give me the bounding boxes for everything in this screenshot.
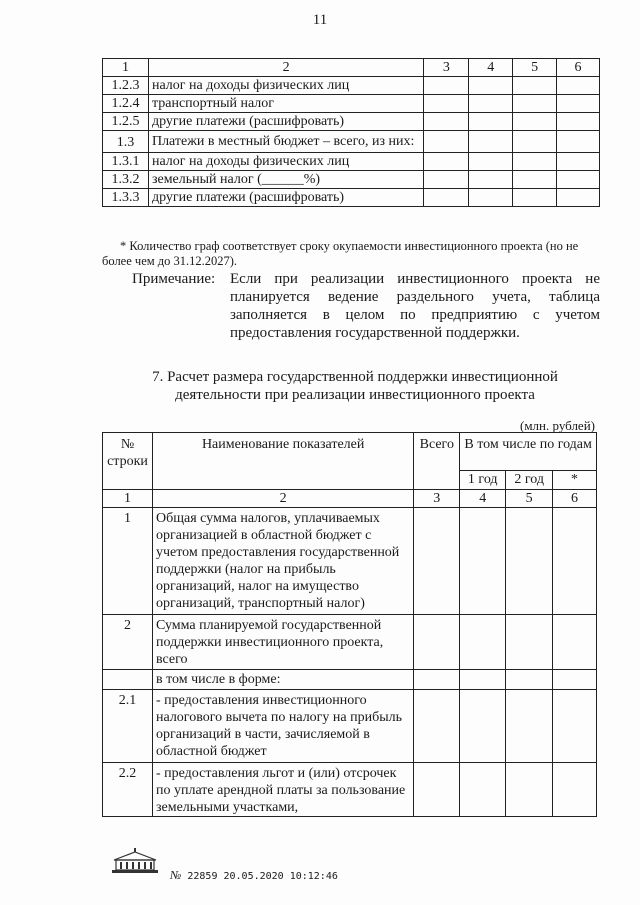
row-name: в том числе в форме: bbox=[152, 670, 413, 690]
row-name: Сумма планируемой государственной поддержки инвестиционного проекта, всего bbox=[152, 615, 413, 670]
note-text: Если при реализации инвестиционного проекта не планируется ведение раздельного учета, таблица заполняется в целом по предприятию с учетом предоставления государственной поддержки. bbox=[230, 271, 600, 341]
row-name: Общая сумма налогов, уплачиваемых организацией в областной бюджет с учетом предоставления государственной поддержки (налог на прибыль организаций, налог на имущество организаций, транспортный налог) bbox=[152, 508, 413, 615]
table-header-row bbox=[103, 59, 600, 77]
row-code: 1.2.5 bbox=[103, 113, 149, 131]
column-number: 2 bbox=[148, 59, 423, 77]
row-name: Платежи в местный бюджет – всего, из них: bbox=[148, 131, 423, 153]
row-code: 1.2.4 bbox=[103, 95, 149, 113]
stamp-text: 22859 20.05.2020 10:12:46 bbox=[187, 871, 338, 882]
table-row bbox=[103, 113, 600, 131]
column-number: 5 bbox=[506, 490, 553, 508]
column-number: 3 bbox=[424, 59, 469, 77]
row-name: другие платежи (расшифровать) bbox=[148, 113, 423, 131]
row-name: налог на доходы физических лиц bbox=[148, 153, 423, 171]
column-numbers-row bbox=[103, 490, 597, 508]
row-code: 1.2.3 bbox=[103, 77, 149, 95]
indicator-header: Наименование показателей bbox=[152, 433, 413, 490]
footnote: * Количество граф соответствует сроку окупаемости инвестиционного проекта (но не более чем до 31.12.2027). bbox=[102, 239, 579, 268]
row-code: 2 bbox=[103, 615, 153, 670]
row-code: 2.2 bbox=[103, 763, 153, 817]
tax-payments-table bbox=[102, 58, 600, 207]
row-name: налог на доходы физических лиц bbox=[148, 77, 423, 95]
row-number-header: № строки bbox=[103, 433, 153, 490]
page-number: 11 bbox=[312, 12, 328, 28]
table-row bbox=[103, 615, 597, 670]
section-title: 7. Расчет размера государственной поддержки инвестиционной деятельности при реализации инвестиционного проекта bbox=[152, 369, 558, 403]
table-header-row bbox=[103, 433, 597, 471]
row-code: 1.3 bbox=[103, 131, 149, 153]
registration-stamp bbox=[170, 868, 338, 883]
row-name: - предоставления льгот и (или) отсрочек по уплате арендной платы за пользование земельными участками, bbox=[152, 763, 413, 817]
row-code: 2.1 bbox=[103, 690, 153, 763]
row-name: другие платежи (расшифровать) bbox=[148, 189, 423, 207]
column-number: 1 bbox=[103, 59, 149, 77]
row-name: - предоставления инвестиционного налогового вычета по налогу на прибыль организаций в части, зачисляемой в областной бюджет bbox=[152, 690, 413, 763]
column-number: 6 bbox=[553, 490, 597, 508]
note-label: Примечание: bbox=[132, 271, 216, 287]
row-name: земельный налог (______%) bbox=[148, 171, 423, 189]
row-name: транспортный налог bbox=[148, 95, 423, 113]
by-years-header: В том числе по годам bbox=[460, 433, 597, 471]
column-number: 3 bbox=[414, 490, 460, 508]
table-row bbox=[103, 690, 597, 763]
column-number: 6 bbox=[557, 59, 600, 77]
column-number: 1 bbox=[103, 490, 153, 508]
row-code: 1.3.3 bbox=[103, 189, 149, 207]
column-number: 5 bbox=[513, 59, 557, 77]
building-logo-icon bbox=[108, 848, 162, 876]
row-code: 1.3.2 bbox=[103, 171, 149, 189]
row-code bbox=[103, 670, 153, 690]
table-row bbox=[103, 171, 600, 189]
year2-header: 2 год bbox=[506, 471, 553, 490]
row-code: 1.3.1 bbox=[103, 153, 149, 171]
table-row bbox=[103, 189, 600, 207]
column-number: 2 bbox=[152, 490, 413, 508]
table-row bbox=[103, 763, 597, 817]
table-row bbox=[103, 670, 597, 690]
table-row bbox=[103, 153, 600, 171]
table-row bbox=[103, 95, 600, 113]
units-label: (млн. рублей) bbox=[520, 418, 595, 433]
total-header: Всего bbox=[414, 433, 460, 490]
table-row bbox=[103, 508, 597, 615]
state-support-table bbox=[102, 432, 597, 817]
column-number: 4 bbox=[460, 490, 506, 508]
row-code: 1 bbox=[103, 508, 153, 615]
stamp-mark: № bbox=[170, 868, 182, 882]
table-row bbox=[103, 131, 600, 153]
table-row bbox=[103, 77, 600, 95]
year1-header: 1 год bbox=[460, 471, 506, 490]
star-header: * bbox=[553, 471, 597, 490]
column-number: 4 bbox=[469, 59, 513, 77]
